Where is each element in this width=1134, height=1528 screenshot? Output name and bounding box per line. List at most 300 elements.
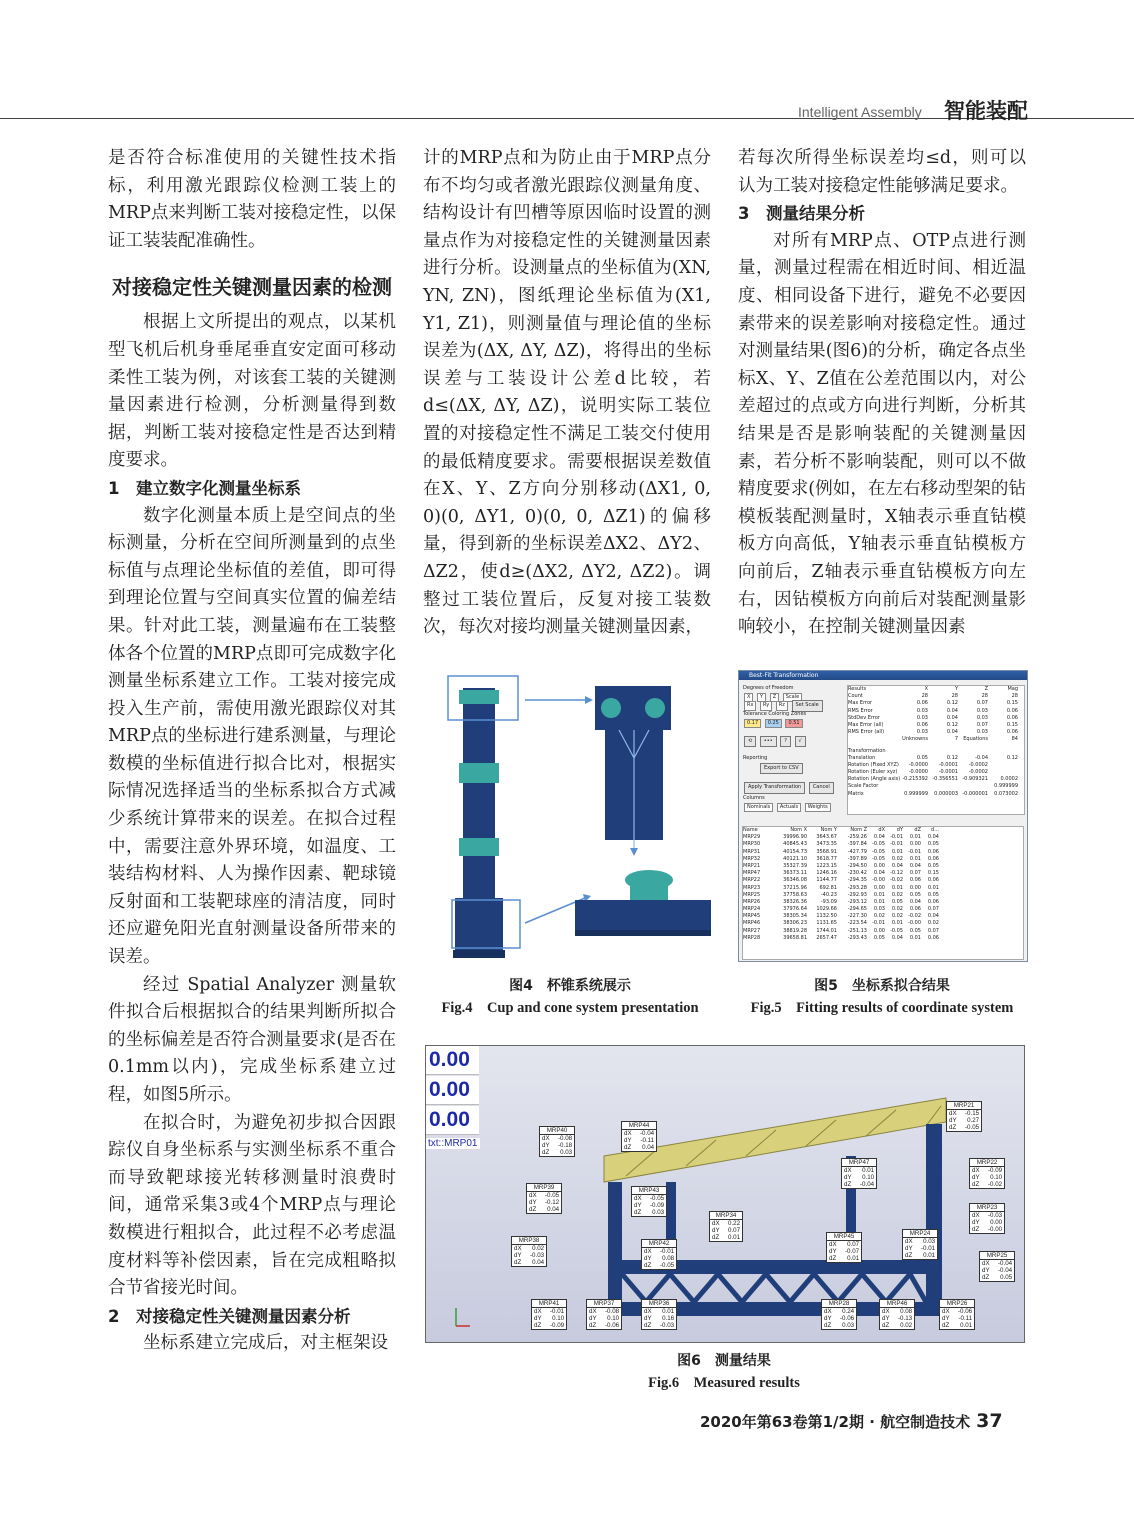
check-rx[interactable]: Rx bbox=[744, 701, 756, 710]
figure-4 bbox=[425, 668, 725, 968]
table-cell bbox=[958, 748, 988, 755]
table-cell: 40121.10 bbox=[783, 855, 807, 862]
mrp-label bbox=[526, 1183, 562, 1214]
table-cell: 1132.50 bbox=[816, 913, 837, 920]
mrp-axis: dY bbox=[634, 1202, 642, 1209]
table-cell: 38306.23 bbox=[783, 920, 807, 927]
table-cell: 37758.63 bbox=[783, 891, 807, 898]
cancel-button[interactable]: Cancel bbox=[809, 782, 834, 793]
mrp-value: 0.08 bbox=[900, 1308, 913, 1315]
table-cell: Nom Y bbox=[820, 827, 837, 833]
mrp-label-row bbox=[527, 1206, 561, 1213]
mrp-axis: dY bbox=[949, 1117, 957, 1124]
mrp-axis: dZ bbox=[644, 1262, 652, 1269]
table-cell: MRP25 bbox=[743, 891, 761, 898]
table-cell: 28 bbox=[951, 693, 958, 700]
mrp-axis: dX bbox=[972, 1167, 980, 1174]
mrp-value: 0.01 bbox=[662, 1308, 675, 1315]
table-cell: MRP24 bbox=[743, 906, 761, 913]
table-cell: MRP45 bbox=[743, 913, 761, 920]
mrp-value: -0.02 bbox=[988, 1181, 1003, 1188]
readout-2: 0.00 bbox=[426, 1076, 479, 1105]
table-cell: -397.89 bbox=[847, 855, 867, 862]
table-cell: 37976.64 bbox=[783, 906, 807, 913]
mrp-label-name: MRP47 bbox=[842, 1159, 876, 1167]
table-row bbox=[743, 849, 1023, 856]
mrp-axis: dZ bbox=[949, 1124, 957, 1131]
table-cell: MRP23 bbox=[743, 884, 761, 891]
table-cell: -292.93 bbox=[847, 891, 867, 898]
columns-label: Columns bbox=[743, 794, 765, 801]
mrp-value: -0.05 bbox=[545, 1192, 560, 1199]
caption-zh: 图6 测量结果 bbox=[677, 1353, 771, 1369]
table-row bbox=[848, 791, 1024, 798]
table-row bbox=[743, 885, 1023, 892]
table-cell: 0.04 bbox=[891, 862, 903, 869]
table-cell: -0.04 bbox=[975, 754, 988, 761]
table-row bbox=[848, 700, 1024, 707]
mrp-label-row bbox=[903, 1238, 937, 1245]
mrp-axis: dX bbox=[829, 1241, 837, 1248]
table-cell: 0.15 bbox=[927, 870, 939, 877]
table-cell: 1144.77 bbox=[816, 877, 837, 884]
table-cell bbox=[848, 736, 898, 743]
mrp-label-row bbox=[827, 1255, 861, 1262]
table-cell: 0.04 bbox=[873, 870, 885, 877]
table-cell: 0.00 bbox=[909, 841, 921, 848]
table-cell: 35327.39 bbox=[783, 862, 807, 869]
mrp-axis: dY bbox=[829, 1248, 837, 1255]
mrp-label bbox=[621, 1121, 657, 1152]
mrp-axis: dX bbox=[529, 1192, 537, 1199]
table-cell: 0.999999 bbox=[994, 783, 1018, 790]
mrp-label bbox=[821, 1299, 857, 1330]
check-nominals[interactable]: Nominals bbox=[744, 803, 773, 812]
mrp-axis: dZ bbox=[882, 1322, 890, 1329]
table-cell: -227.30 bbox=[847, 913, 867, 920]
mrp-label-row bbox=[903, 1252, 937, 1259]
tol-zone-1[interactable]: 0.17 bbox=[744, 719, 761, 728]
table-cell: 28 bbox=[921, 693, 928, 700]
table-row bbox=[848, 686, 1024, 693]
mrp-value: 0.00 bbox=[990, 1219, 1003, 1226]
mrp-axis: dX bbox=[542, 1135, 550, 1142]
mrp-label bbox=[946, 1101, 982, 1132]
mrp-value: -0.01 bbox=[660, 1248, 675, 1255]
table-cell bbox=[958, 783, 988, 790]
mrp-axis: dX bbox=[949, 1110, 957, 1117]
mrp-label-row bbox=[940, 1308, 974, 1315]
reporting-label: Reporting bbox=[743, 754, 768, 761]
results-table bbox=[848, 686, 1024, 798]
check-weights[interactable]: Weights bbox=[805, 803, 831, 812]
mrp-axis: dY bbox=[982, 1267, 990, 1274]
mrp-value: -0.04 bbox=[860, 1181, 875, 1188]
table-cell: -0.05 bbox=[890, 927, 903, 934]
table-cell: 36346.08 bbox=[783, 877, 807, 884]
table-cell: 0.04 bbox=[891, 934, 903, 941]
table-cell: -0.215392 bbox=[902, 776, 928, 783]
mrp-value: -0.05 bbox=[650, 1195, 665, 1202]
mrp-value: 0.07 bbox=[728, 1227, 741, 1234]
mrp-label-name: MRP39 bbox=[527, 1184, 561, 1192]
mrp-value: -0.06 bbox=[958, 1308, 973, 1315]
table-cell: MRP27 bbox=[743, 927, 761, 934]
mrp-label-row bbox=[880, 1315, 914, 1322]
mrp-label-row bbox=[880, 1322, 914, 1329]
table-row bbox=[848, 755, 1024, 762]
mrp-label bbox=[641, 1239, 677, 1270]
mrp-value: -0.04 bbox=[998, 1260, 1013, 1267]
mrp-value: -0.03 bbox=[660, 1322, 675, 1329]
mrp-axis: dY bbox=[882, 1315, 890, 1322]
mrp-label-name: MRP24 bbox=[903, 1230, 937, 1238]
check-y[interactable]: Y bbox=[757, 693, 766, 702]
mrp-label bbox=[511, 1236, 547, 1267]
table-cell: -0.01 bbox=[890, 841, 903, 848]
table-row bbox=[848, 762, 1024, 769]
check-ry[interactable]: Ry bbox=[760, 701, 772, 710]
mrp-label-name: MRP36 bbox=[642, 1300, 676, 1308]
mrp-label bbox=[969, 1158, 1005, 1189]
mrp-label-row bbox=[642, 1315, 676, 1322]
table-row bbox=[848, 722, 1024, 729]
mrp-label bbox=[709, 1211, 743, 1242]
help-icon[interactable]: ? bbox=[780, 736, 791, 747]
subheading-3: 3 测量结果分析 bbox=[738, 204, 865, 224]
mrp-value: 0.07 bbox=[847, 1241, 860, 1248]
check-actuals[interactable]: Actuals bbox=[777, 803, 801, 812]
table-cell: 0.07 bbox=[927, 906, 939, 913]
mrp-label-name: MRP23 bbox=[970, 1204, 1004, 1212]
table-cell: 0.06 bbox=[927, 934, 939, 941]
caption-zh: 图5 坐标系拟合结果 bbox=[814, 978, 950, 994]
mrp-value: 0.10 bbox=[607, 1315, 620, 1322]
mrp-label-row bbox=[540, 1142, 574, 1149]
mrp-label-name: MRP45 bbox=[827, 1233, 861, 1241]
table-cell: 0.05 bbox=[916, 754, 928, 761]
mrp-label-row bbox=[947, 1110, 981, 1117]
column-2 bbox=[423, 145, 711, 642]
mrp-label bbox=[969, 1203, 1005, 1234]
apply-transformation-button[interactable]: Apply Transformation bbox=[744, 782, 805, 793]
mrp-label-name: MRP28 bbox=[822, 1300, 856, 1308]
mrp-label-row bbox=[940, 1322, 974, 1329]
mrp-value: 0.16 bbox=[662, 1315, 675, 1322]
table-cell: 0.12 bbox=[946, 721, 958, 728]
mrp-value: 0.03 bbox=[652, 1209, 665, 1216]
mrp-value: -0.03 bbox=[988, 1212, 1003, 1219]
mrp-value: 0.01 bbox=[847, 1255, 860, 1262]
mrp-axis: dX bbox=[882, 1308, 890, 1315]
table-row bbox=[743, 920, 1023, 927]
table-cell: Nom Z bbox=[850, 827, 867, 833]
paragraph: 坐标系建立完成后，对主框架设 bbox=[143, 1333, 388, 1354]
table-row bbox=[743, 863, 1023, 870]
table-cell: dY bbox=[896, 827, 903, 833]
table-cell bbox=[988, 748, 1018, 755]
tol-zones bbox=[743, 718, 843, 725]
table-cell: -0.909321 bbox=[962, 776, 988, 783]
mrp-label-row bbox=[827, 1248, 861, 1255]
paragraph: 是否符合标准使用的关键性技术指标，利用激光跟踪仪检测工装上的MRP点来判断工装对接稳定性，以保证工装装配准确性。 bbox=[108, 148, 396, 251]
table-cell: -0.05 bbox=[872, 855, 885, 862]
table-cell: -294.50 bbox=[847, 862, 867, 869]
mrp-label-row bbox=[903, 1245, 937, 1252]
table-cell: 0.05 bbox=[927, 862, 939, 869]
table-cell: 0.05 bbox=[927, 841, 939, 848]
export-csv-button[interactable]: Export to CSV bbox=[760, 763, 803, 774]
table-cell bbox=[928, 748, 958, 755]
table-cell bbox=[898, 748, 928, 755]
table-row bbox=[848, 729, 1024, 736]
table-cell: 0.06 bbox=[927, 848, 939, 855]
mrp-label-row bbox=[532, 1315, 566, 1322]
table-cell: 39658.81 bbox=[783, 934, 807, 941]
mrp-label-row bbox=[622, 1137, 656, 1144]
mrp-value: 0.04 bbox=[532, 1259, 545, 1266]
table-row bbox=[848, 769, 1024, 776]
mrp-label-row bbox=[532, 1322, 566, 1329]
mrp-label-row bbox=[842, 1174, 876, 1181]
subheading-2: 2 对接稳定性关键测量因素分析 bbox=[108, 1306, 351, 1326]
figure-4-caption bbox=[425, 975, 715, 1019]
check-z[interactable]: Z bbox=[770, 693, 779, 702]
table-cell: 0.073002 bbox=[994, 790, 1018, 797]
table-cell: Count bbox=[848, 693, 863, 700]
mrp-axis: dZ bbox=[514, 1259, 522, 1266]
mrp-value: 0.04 bbox=[642, 1144, 655, 1151]
table-cell: 1246.16 bbox=[816, 870, 837, 877]
table-cell: RMS Error bbox=[848, 707, 873, 714]
mrp-value: 0.02 bbox=[900, 1322, 913, 1329]
table-cell: 3568.91 bbox=[816, 848, 837, 855]
table-cell: d... bbox=[931, 827, 939, 833]
refresh-icon[interactable]: ⟲ bbox=[744, 736, 756, 747]
table-cell: 0.05 bbox=[909, 891, 921, 898]
table-cell: -93.09 bbox=[820, 898, 837, 905]
mrp-label-name: MRP40 bbox=[540, 1127, 574, 1135]
table-row bbox=[743, 856, 1023, 863]
footer bbox=[700, 1410, 1003, 1432]
mrp-label-row bbox=[527, 1199, 561, 1206]
mrp-axis: dZ bbox=[624, 1144, 632, 1151]
table-row bbox=[848, 748, 1024, 755]
table-cell: 0.06 bbox=[927, 855, 939, 862]
mrp-axis: dX bbox=[824, 1308, 832, 1315]
mrp-label-row bbox=[587, 1308, 621, 1315]
table-cell: MRP46 bbox=[743, 920, 761, 927]
table-cell: 0.04 bbox=[946, 707, 958, 714]
mrp-value: -0.05 bbox=[660, 1262, 675, 1269]
mrp-axis: dZ bbox=[529, 1206, 537, 1213]
mrp-value: 0.22 bbox=[728, 1220, 741, 1227]
mrp-axis: dZ bbox=[844, 1181, 852, 1188]
table-cell: -293.12 bbox=[847, 898, 867, 905]
table-row bbox=[743, 928, 1023, 935]
table-cell: 0.07 bbox=[909, 870, 921, 877]
table-cell: Max Error (all) bbox=[848, 721, 884, 728]
table-row bbox=[743, 913, 1023, 920]
mrp-value: -0.01 bbox=[921, 1245, 936, 1252]
table-cell: MRP22 bbox=[743, 877, 761, 884]
table-cell: 0.02 bbox=[891, 906, 903, 913]
mrp-axis: dZ bbox=[942, 1322, 950, 1329]
mrp-axis: dZ bbox=[644, 1322, 652, 1329]
more-icon[interactable]: ••• bbox=[760, 736, 777, 747]
formula-icon[interactable]: √ bbox=[795, 736, 806, 747]
mrp-axis: dY bbox=[972, 1174, 980, 1181]
mrp-axis: dZ bbox=[589, 1322, 597, 1329]
table-cell: 84 bbox=[1011, 736, 1018, 743]
mrp-axis: dZ bbox=[712, 1234, 720, 1241]
table-cell: -427.79 bbox=[847, 848, 867, 855]
table-cell: 0.02 bbox=[891, 913, 903, 920]
table-cell: 1223.15 bbox=[816, 862, 837, 869]
page-number: 37 bbox=[976, 1410, 1003, 1432]
table-cell: 0.02 bbox=[891, 855, 903, 862]
table-cell: MRP32 bbox=[743, 855, 761, 862]
mrp-value: 0.10 bbox=[552, 1315, 565, 1322]
mrp-axis: dX bbox=[942, 1308, 950, 1315]
table-cell: MRP31 bbox=[743, 848, 761, 855]
mrp-label-row bbox=[880, 1308, 914, 1315]
mrp-value: -0.03 bbox=[530, 1252, 545, 1259]
table-cell: 0.03 bbox=[976, 729, 988, 736]
table-cell: 0.12 bbox=[1006, 754, 1018, 761]
table-cell: 0.04 bbox=[927, 834, 939, 841]
mrp-label-row bbox=[842, 1181, 876, 1188]
mrp-axis: dZ bbox=[972, 1181, 980, 1188]
table-cell: -230.42 bbox=[847, 870, 867, 877]
mrp-axis: dX bbox=[644, 1308, 652, 1315]
table-cell: -293.43 bbox=[847, 934, 867, 941]
table-cell: 2657.47 bbox=[816, 934, 837, 941]
results-panel bbox=[847, 685, 1025, 815]
table-cell: 0.06 bbox=[909, 877, 921, 884]
table-cell: -0.00 bbox=[908, 920, 921, 927]
table-cell: -0.0000 bbox=[908, 761, 928, 768]
table-cell: Name bbox=[743, 827, 758, 833]
table-cell: 0.01 bbox=[873, 891, 885, 898]
table-cell: 0.15 bbox=[1006, 700, 1018, 707]
dof-label: Degrees of Freedom bbox=[743, 685, 794, 691]
mrp-value: 0.02 bbox=[532, 1245, 545, 1252]
mrp-value: 0.05 bbox=[1000, 1274, 1013, 1281]
table-cell: MRP28 bbox=[743, 934, 761, 941]
mrp-label-row bbox=[527, 1192, 561, 1199]
check-scale[interactable]: Scale bbox=[783, 693, 802, 702]
check-x[interactable]: X bbox=[744, 693, 753, 702]
tol-label: Tolerance Coloring Zones bbox=[743, 710, 807, 717]
mrp-value: 0.04 bbox=[547, 1206, 560, 1213]
table-cell: 0.06 bbox=[927, 898, 939, 905]
section-heading: 对接稳定性关键测量因素的检测 bbox=[112, 275, 392, 300]
table-cell: 0.07 bbox=[976, 721, 988, 728]
mrp-value: -0.09 bbox=[988, 1167, 1003, 1174]
mrp-axis: dZ bbox=[982, 1274, 990, 1281]
mrp-axis: dX bbox=[712, 1220, 720, 1227]
mrp-axis: dZ bbox=[905, 1252, 913, 1259]
table-cell: 0.0002 bbox=[1000, 776, 1018, 783]
mrp-axis: dY bbox=[905, 1245, 913, 1252]
table-cell: -0.05 bbox=[872, 841, 885, 848]
table-cell: -293.28 bbox=[847, 884, 867, 891]
points-table bbox=[742, 826, 1024, 960]
mrp-axis: dY bbox=[644, 1255, 652, 1262]
table-cell: 38819.28 bbox=[783, 927, 807, 934]
mrp-axis: dX bbox=[644, 1248, 652, 1255]
mrp-value: -0.08 bbox=[558, 1135, 573, 1142]
table-cell: 0.02 bbox=[927, 920, 939, 927]
mrp-label-name: MRP25 bbox=[980, 1252, 1014, 1260]
table-cell: -223.54 bbox=[847, 920, 867, 927]
table-cell: MRP29 bbox=[743, 834, 761, 841]
mrp-label-row bbox=[970, 1219, 1004, 1226]
mrp-value: -0.04 bbox=[640, 1130, 655, 1137]
mrp-label bbox=[586, 1299, 622, 1330]
mrp-axis: dX bbox=[624, 1130, 632, 1137]
mrp-label-row bbox=[632, 1202, 666, 1209]
readout-1: 0.00 bbox=[426, 1046, 479, 1075]
table-cell: MRP30 bbox=[743, 841, 761, 848]
mrp-value: 0.01 bbox=[728, 1234, 741, 1241]
mrp-label-row bbox=[642, 1248, 676, 1255]
mrp-label-name: MRP21 bbox=[947, 1102, 981, 1110]
table-cell: 40845.43 bbox=[783, 841, 807, 848]
mrp-value: 0.01 bbox=[960, 1322, 973, 1329]
table-cell: -0.02 bbox=[908, 913, 921, 920]
mrp-value: -0.08 bbox=[605, 1308, 620, 1315]
table-cell: Scale Factor bbox=[848, 783, 879, 790]
set-scale-button[interactable]: Set Scale bbox=[792, 700, 823, 711]
table-row bbox=[848, 708, 1024, 715]
check-rz[interactable]: Rz bbox=[776, 701, 788, 710]
mrp-value: -0.07 bbox=[845, 1248, 860, 1255]
header-en: Intelligent Assembly bbox=[798, 104, 922, 120]
mrp-value: -0.04 bbox=[998, 1267, 1013, 1274]
mrp-value: -0.09 bbox=[650, 1202, 665, 1209]
table-cell: 0.06 bbox=[927, 877, 939, 884]
table-row bbox=[743, 834, 1023, 841]
tol-zone-2[interactable]: 0.25 bbox=[765, 719, 782, 728]
column-3 bbox=[738, 145, 1026, 642]
mrp-axis: dZ bbox=[534, 1322, 542, 1329]
tol-zone-3[interactable]: 0.51 bbox=[785, 719, 802, 728]
table-cell: 1744.01 bbox=[816, 927, 837, 934]
mrp-axis: dX bbox=[514, 1245, 522, 1252]
mrp-axis: dY bbox=[589, 1315, 597, 1322]
column-options bbox=[743, 802, 843, 809]
table-cell: -0.00 bbox=[872, 877, 885, 884]
table-cell: 0.01 bbox=[909, 855, 921, 862]
table-cell: Translation bbox=[848, 754, 876, 761]
mrp-value: -0.11 bbox=[958, 1315, 973, 1322]
table-cell: 38326.36 bbox=[783, 898, 807, 905]
table-cell: 0.06 bbox=[916, 700, 928, 707]
table-row bbox=[848, 776, 1024, 783]
table-cell: RMS Error (all) bbox=[848, 729, 885, 736]
table-cell bbox=[928, 783, 958, 790]
table-cell: dZ bbox=[914, 827, 921, 833]
table-row bbox=[743, 877, 1023, 884]
table-cell: 37215.96 bbox=[783, 884, 807, 891]
table-cell: MRP21 bbox=[743, 862, 761, 869]
mrp-axis: dY bbox=[942, 1315, 950, 1322]
table-cell: 1131.65 bbox=[816, 920, 837, 927]
table-cell: 0.01 bbox=[891, 920, 903, 927]
table-cell: -0.12 bbox=[890, 870, 903, 877]
